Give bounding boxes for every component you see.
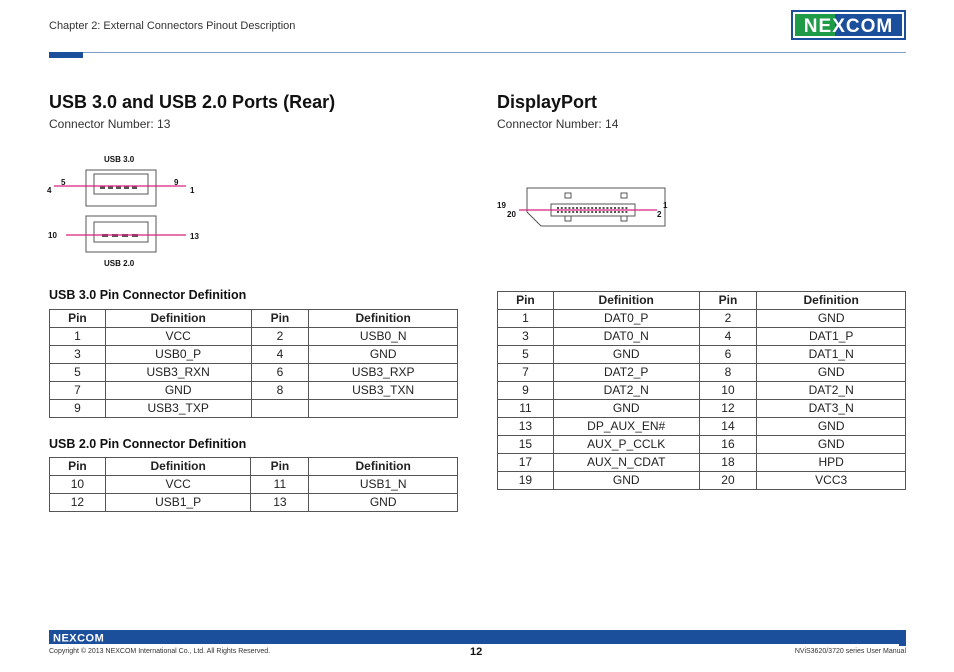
- header-cell: Pin: [699, 292, 757, 310]
- pin-cell: 3: [498, 328, 554, 346]
- definition-cell: USB3_RXP: [309, 364, 458, 382]
- definition-cell: AUX_P_CCLK: [553, 436, 699, 454]
- dp-latch-top-right: [621, 193, 627, 198]
- usb2-table-title: USB 2.0 Pin Connector Definition: [49, 437, 247, 451]
- usb3-pin-table: [49, 309, 458, 418]
- table-row: [50, 400, 458, 418]
- usb3-pin-4-label: 4: [47, 186, 52, 195]
- usb-section-title: USB 3.0 and USB 2.0 Ports (Rear): [49, 92, 336, 112]
- table-header-row: [50, 458, 458, 476]
- definition-cell: DAT2_P: [553, 364, 699, 382]
- usb2-label: USB 2.0: [104, 259, 135, 268]
- pin-cell: 13: [251, 494, 309, 512]
- definition-cell: USB3_TXN: [309, 382, 458, 400]
- footer-square-icon: [890, 630, 897, 637]
- pin-cell: 2: [699, 310, 757, 328]
- definition-cell: USB1_P: [105, 494, 251, 512]
- dp-latch-bottom-left: [565, 216, 571, 221]
- usb2-pin-13-label: 13: [190, 232, 199, 241]
- definition-cell: DAT1_N: [757, 346, 906, 364]
- usb2-port-inner: [94, 222, 148, 242]
- pin-cell: 8: [699, 364, 757, 382]
- pin-cell: 10: [699, 382, 757, 400]
- definition-cell: VCC3: [757, 472, 906, 490]
- table-row: [498, 472, 906, 490]
- definition-cell: VCC: [105, 476, 251, 494]
- definition-cell: GND: [553, 346, 699, 364]
- header-cell: Pin: [50, 310, 106, 328]
- usb3-pin-5-label: 5: [61, 178, 66, 187]
- table-row: [498, 400, 906, 418]
- dp-pin-19-label: 19: [497, 201, 506, 210]
- pin-cell: 3: [50, 346, 106, 364]
- definition-cell: [309, 400, 458, 418]
- header-cell: Definition: [105, 310, 251, 328]
- definition-cell: GND: [553, 400, 699, 418]
- table-row: [498, 310, 906, 328]
- pin-cell: 9: [498, 382, 554, 400]
- definition-cell: USB0_N: [309, 328, 458, 346]
- table-row: [498, 346, 906, 364]
- chapter-title: Chapter 2: External Connectors Pinout Description: [49, 20, 296, 32]
- definition-cell: GND: [757, 364, 906, 382]
- pin-cell: 16: [699, 436, 757, 454]
- pin-cell: 9: [50, 400, 106, 418]
- table-row: [50, 382, 458, 400]
- table-row: [50, 494, 458, 512]
- pin-cell: 11: [498, 400, 554, 418]
- footer-logo-text: NEXCOM: [53, 632, 105, 643]
- table-header-row: [50, 310, 458, 328]
- definition-cell: DAT0_N: [553, 328, 699, 346]
- table-row: [498, 364, 906, 382]
- table-row: [498, 436, 906, 454]
- pin-cell: 19: [498, 472, 554, 490]
- pin-cell: 6: [699, 346, 757, 364]
- header-cell: Definition: [309, 310, 458, 328]
- definition-cell: DAT1_P: [757, 328, 906, 346]
- nexcom-logo: [791, 10, 906, 40]
- definition-cell: GND: [309, 346, 458, 364]
- header-cell: Pin: [50, 458, 106, 476]
- dp-pin-20-label: 20: [507, 210, 516, 219]
- header-cell: Pin: [251, 458, 309, 476]
- pin-cell: 7: [50, 382, 106, 400]
- definition-cell: HPD: [757, 454, 906, 472]
- definition-cell: GND: [553, 472, 699, 490]
- pin-cell: 15: [498, 436, 554, 454]
- pin-cell: 4: [699, 328, 757, 346]
- header-cell: Definition: [553, 292, 699, 310]
- definition-cell: DAT2_N: [553, 382, 699, 400]
- header-accent: [49, 52, 83, 58]
- pin-cell: 1: [498, 310, 554, 328]
- header-cell: Definition: [757, 292, 906, 310]
- pin-cell: 4: [251, 346, 309, 364]
- logo-text: NEXCOM: [803, 16, 894, 37]
- usb2-pin-table: [49, 457, 458, 512]
- definition-cell: AUX_N_CDAT: [553, 454, 699, 472]
- definition-cell: USB3_RXN: [105, 364, 251, 382]
- pin-cell: 5: [50, 364, 106, 382]
- definition-cell: GND: [757, 436, 906, 454]
- footer-bar: [49, 630, 906, 644]
- pin-cell: 10: [50, 476, 106, 494]
- pin-cell: 1: [50, 328, 106, 346]
- dp-section-title: DisplayPort: [497, 92, 598, 112]
- table-row: [50, 328, 458, 346]
- header-cell: Pin: [251, 310, 309, 328]
- dp-pin-2-label: 2: [657, 210, 662, 219]
- pin-cell: 18: [699, 454, 757, 472]
- pin-cell: 14: [699, 418, 757, 436]
- usb2-pin-10-label: 10: [48, 231, 57, 240]
- definition-cell: GND: [105, 382, 251, 400]
- pin-cell: 6: [251, 364, 309, 382]
- table-row: [498, 454, 906, 472]
- usb3-port-inner: [94, 174, 148, 194]
- pin-cell: 8: [251, 382, 309, 400]
- table-row: [50, 346, 458, 364]
- pin-cell: 20: [699, 472, 757, 490]
- table-header-row: [498, 292, 906, 310]
- usb3-table-title: USB 3.0 Pin Connector Definition: [49, 288, 247, 302]
- table-row: [50, 476, 458, 494]
- header-rule: [49, 52, 906, 53]
- pin-cell: 17: [498, 454, 554, 472]
- definition-cell: USB1_N: [309, 476, 458, 494]
- dp-connector-number: Connector Number: 14: [497, 117, 619, 131]
- pin-cell: [251, 400, 309, 418]
- usb-connector-diagram: [44, 148, 214, 272]
- usb3-pin-1-label: 1: [190, 186, 195, 195]
- definition-cell: GND: [757, 418, 906, 436]
- dp-pin-table: [497, 291, 906, 490]
- definition-cell: GND: [757, 310, 906, 328]
- definition-cell: DAT3_N: [757, 400, 906, 418]
- definition-cell: USB0_P: [105, 346, 251, 364]
- definition-cell: USB3_TXP: [105, 400, 251, 418]
- header-cell: Definition: [105, 458, 251, 476]
- pin-cell: 13: [498, 418, 554, 436]
- pin-cell: 5: [498, 346, 554, 364]
- table-row: [50, 364, 458, 382]
- usb3-label: USB 3.0: [104, 155, 135, 164]
- definition-cell: VCC: [105, 328, 251, 346]
- page-number: 12: [470, 646, 483, 658]
- pin-cell: 2: [251, 328, 309, 346]
- footer-nexcom-logo: [52, 631, 112, 643]
- dp-latch-top-left: [565, 193, 571, 198]
- definition-cell: DP_AUX_EN#: [553, 418, 699, 436]
- table-row: [498, 382, 906, 400]
- copyright-text: Copyright © 2013 NEXCOM International Co., Ltd. All Rights Reserved.: [49, 648, 271, 655]
- definition-cell: DAT2_N: [757, 382, 906, 400]
- dp-latch-bottom-right: [621, 216, 627, 221]
- dp-pin-1-label: 1: [663, 201, 668, 210]
- usb3-pin-9-label: 9: [174, 178, 179, 187]
- usb-connector-number: Connector Number: 13: [49, 117, 171, 131]
- table-row: [498, 328, 906, 346]
- manual-title: NViS3620/3720 series User Manual: [794, 648, 906, 655]
- table-row: [498, 418, 906, 436]
- header-cell: Pin: [498, 292, 554, 310]
- pin-cell: 11: [251, 476, 309, 494]
- definition-cell: DAT0_P: [553, 310, 699, 328]
- footer-square-icon: [899, 639, 906, 646]
- header-cell: Definition: [309, 458, 458, 476]
- definition-cell: GND: [309, 494, 458, 512]
- displayport-connector-diagram: [495, 184, 675, 232]
- pin-cell: 12: [699, 400, 757, 418]
- pin-cell: 7: [498, 364, 554, 382]
- pin-cell: 12: [50, 494, 106, 512]
